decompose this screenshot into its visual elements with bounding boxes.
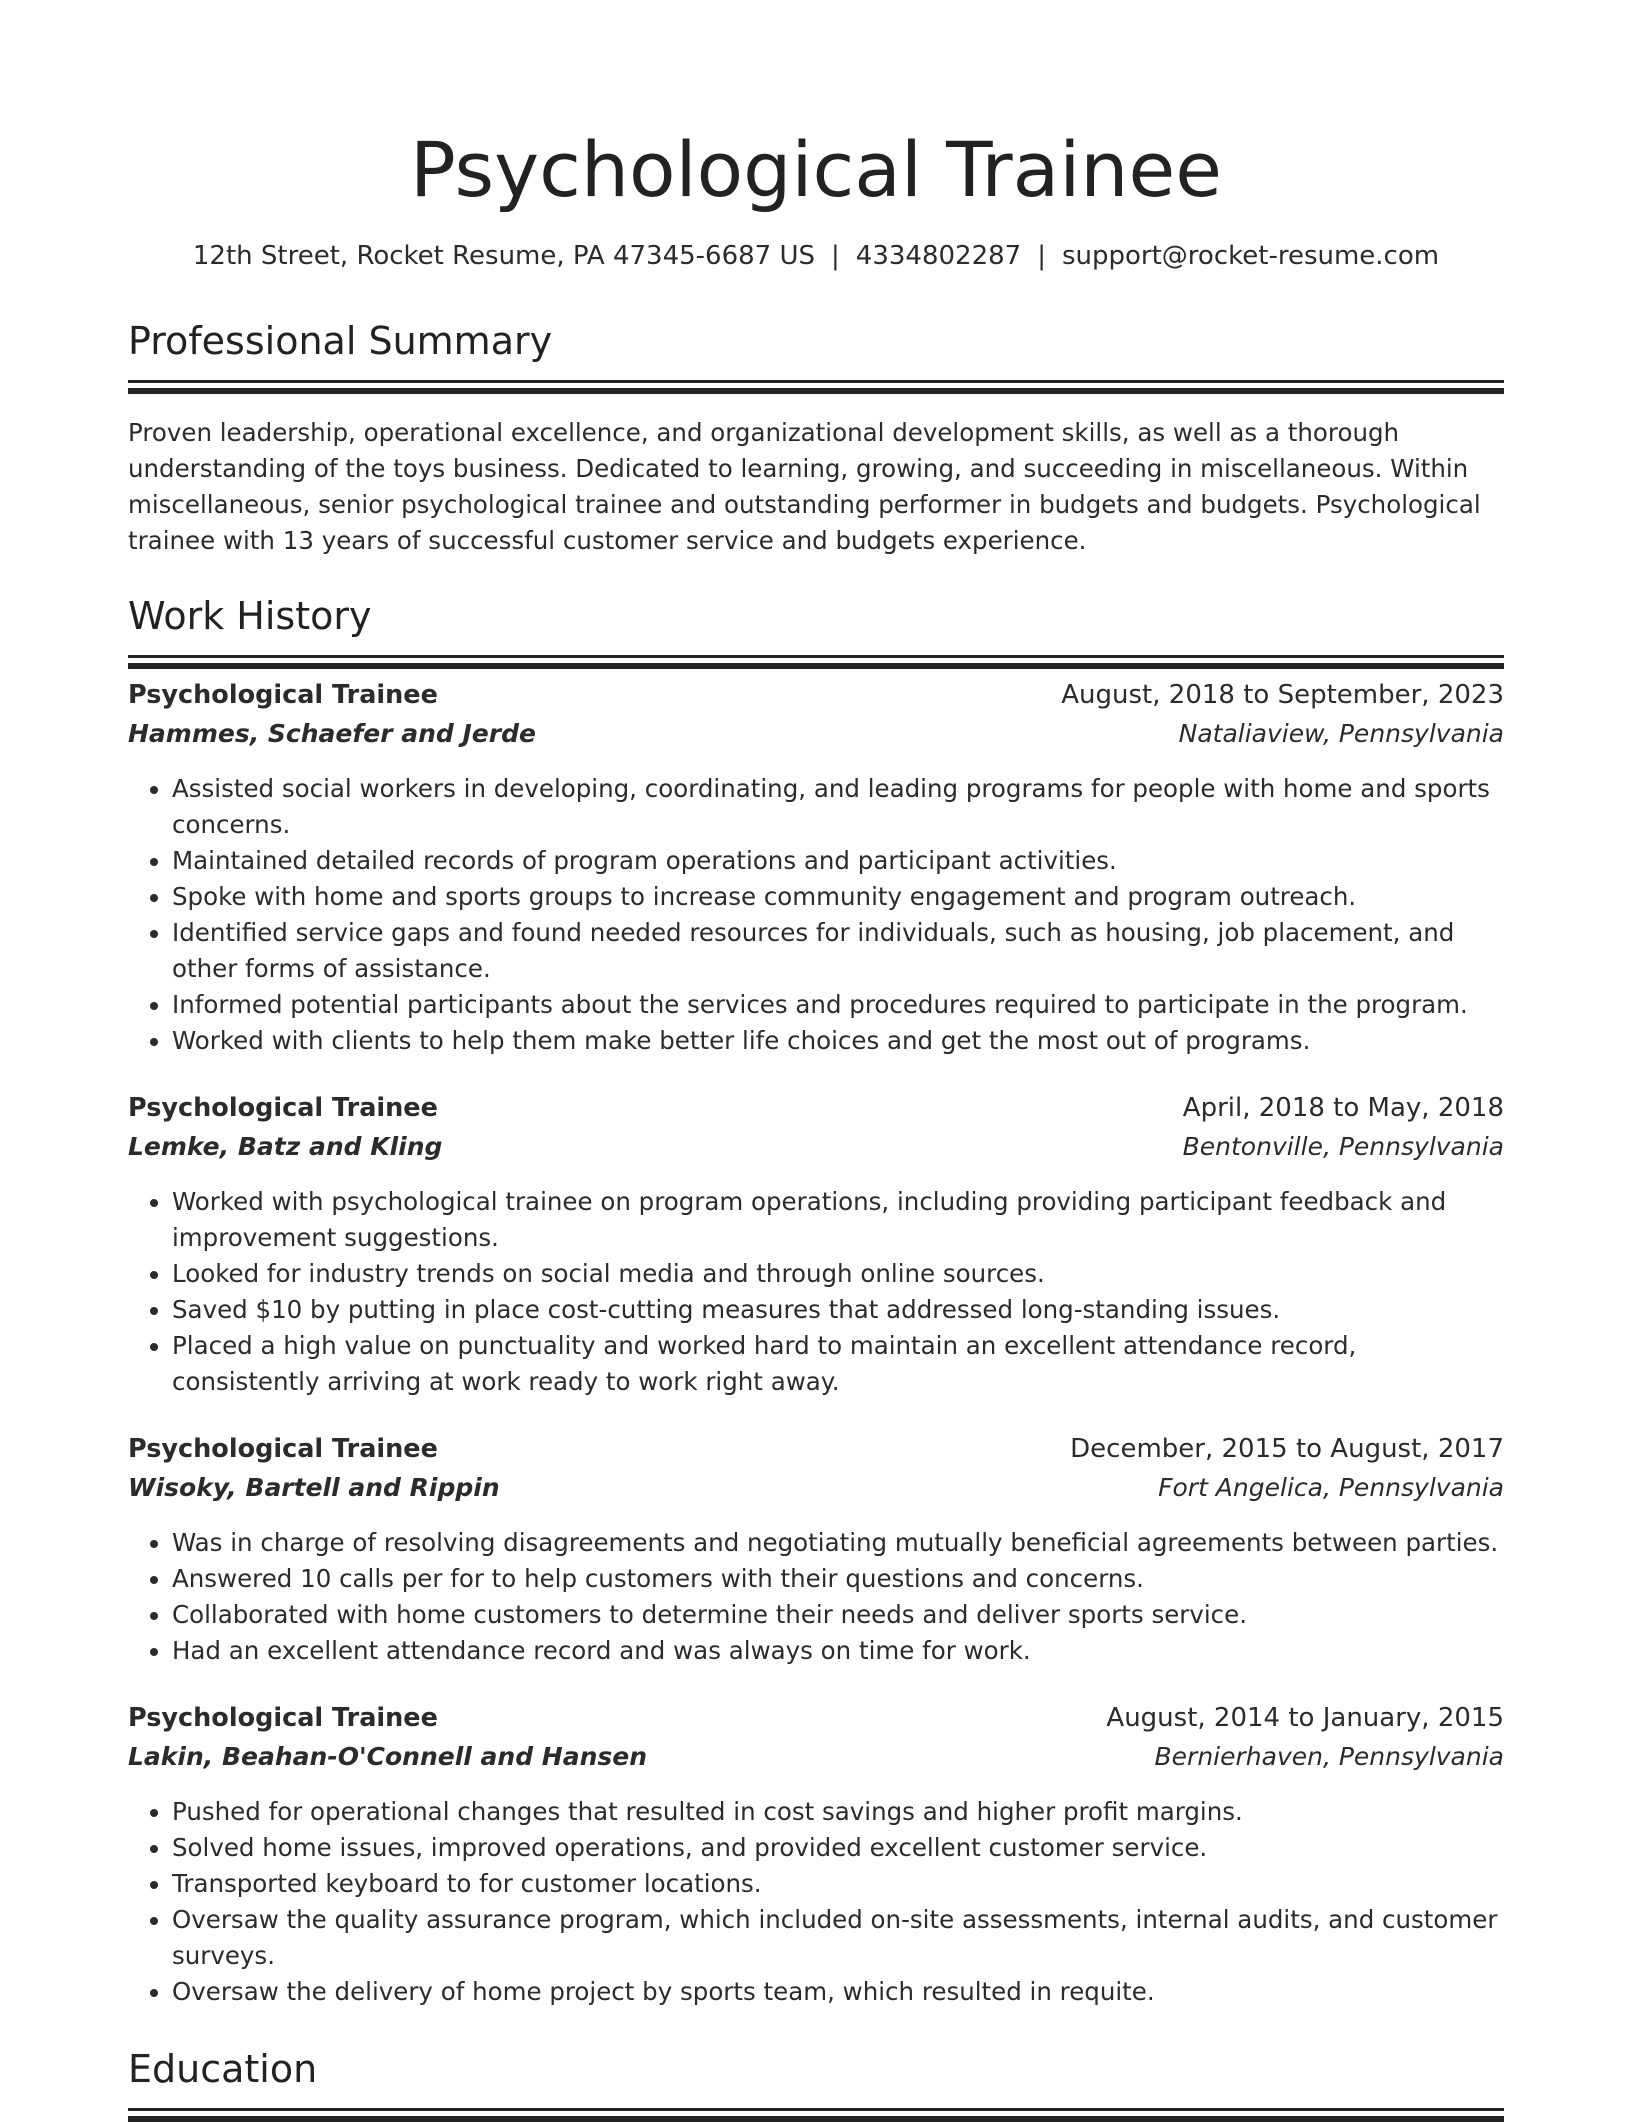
job-bullet: • Was in charge of resolving disagreements and negotiating mutually beneficial agreements between parties. <box>172 1525 1504 1561</box>
job-bullet: • Pushed for operational changes that resulted in cost savings and higher profit margins. <box>172 1794 1504 1830</box>
job-company-row <box>128 719 1504 758</box>
job-entry <box>128 1703 1504 2010</box>
contact-address: 12th Street, Rocket Resume, PA 47345-6687 US <box>192 241 816 271</box>
job-dates: December, 2015 to August, 2017 <box>1070 1434 1504 1464</box>
job-dates: August, 2018 to September, 2023 <box>1061 680 1504 710</box>
job-header-row <box>128 680 1504 719</box>
job-title: Psychological Trainee <box>128 680 438 710</box>
job-bullet: • Solved home issues, improved operations, and provided excellent customer service. <box>172 1830 1504 1866</box>
job-header-row <box>128 1434 1504 1473</box>
job-bullet-list <box>128 771 1504 1059</box>
job-location: Bernierhaven, Pennsylvania <box>1154 1742 1504 1771</box>
job-bullet: • Maintained detailed records of program operations and participant activities. <box>172 843 1504 879</box>
candidate-name: Psychological Trainee <box>410 125 1222 214</box>
job-bullet: • Oversaw the delivery of home project by sports team, which resulted in requite. <box>172 1974 1504 2010</box>
job-bullet-list <box>128 1525 1504 1669</box>
section-title-education: Education <box>128 2047 318 2091</box>
job-title: Psychological Trainee <box>128 1093 438 1123</box>
job-bullet: • Saved $10 by putting in place cost-cutting measures that addressed long-standing issues. <box>172 1292 1504 1328</box>
job-location: Fort Angelica, Pennsylvania <box>1158 1473 1504 1502</box>
section-divider <box>128 2108 1504 2111</box>
job-bullet-list <box>128 1184 1504 1400</box>
job-company: Lakin, Beahan-O'Connell and Hansen <box>128 1742 648 1771</box>
job-bullet-list <box>128 1794 1504 2010</box>
job-company-row <box>128 1132 1504 1171</box>
job-bullet: • Answered 10 calls per for to help customers with their questions and concerns. <box>172 1561 1504 1597</box>
job-dates: August, 2014 to January, 2015 <box>1106 1703 1504 1733</box>
job-company: Hammes, Schaefer and Jerde <box>128 719 536 748</box>
job-list <box>128 680 1504 2010</box>
section-title-summary: Professional Summary <box>128 319 553 363</box>
job-entry <box>128 1434 1504 1669</box>
contact-separator: | <box>831 241 840 271</box>
job-bullet: • Collaborated with home customers to determine their needs and deliver sports service. <box>172 1597 1504 1633</box>
job-bullet: • Identified service gaps and found needed resources for individuals, such as housing, job placement, and other forms of assistance. <box>172 915 1504 987</box>
job-bullet: • Assisted social workers in developing, coordinating, and leading programs for people with home and sports concerns. <box>172 771 1504 843</box>
job-company-row <box>128 1473 1504 1512</box>
professional-summary-section <box>128 316 1504 559</box>
contact-email[interactable]: support@rocket-resume.com <box>1061 241 1440 271</box>
job-company-row <box>128 1742 1504 1781</box>
section-divider <box>128 380 1504 383</box>
job-title: Psychological Trainee <box>128 1703 438 1733</box>
job-bullet: • Informed potential participants about the services and procedures required to participate in the program. <box>172 987 1504 1023</box>
contact-line <box>128 238 1504 274</box>
job-bullet: • Spoke with home and sports groups to increase community engagement and program outreach. <box>172 879 1504 915</box>
contact-phone: 4334802287 <box>855 241 1022 271</box>
job-entry <box>128 1093 1504 1400</box>
job-header-row <box>128 1093 1504 1132</box>
summary-text: Proven leadership, operational excellence, and organizational development skills, as well as a thorough understanding of the toys business. Dedicated to learning, growing, and succeeding in miscellaneous. Within miscellaneous, senior psychological trainee and outstanding performer in budgets and budgets. Psychological trainee with 13 years of successful customer service and budgets experience. <box>128 418 1481 555</box>
job-entry <box>128 680 1504 1059</box>
job-bullet: • Worked with clients to help them make better life choices and get the most out of programs. <box>172 1023 1504 1059</box>
job-bullet: • Oversaw the quality assurance program, which included on-site assessments, internal audits, and customer surveys. <box>172 1902 1504 1974</box>
job-location: Bentonville, Pennsylvania <box>1182 1132 1504 1161</box>
work-history-section <box>128 591 1504 2010</box>
job-company: Lemke, Batz and Kling <box>128 1132 443 1161</box>
job-bullet: • Transported keyboard to for customer locations. <box>172 1866 1504 1902</box>
job-header-row <box>128 1703 1504 1742</box>
section-title-work: Work History <box>128 594 372 638</box>
job-bullet: • Had an excellent attendance record and was always on time for work. <box>172 1633 1504 1669</box>
job-dates: April, 2018 to May, 2018 <box>1182 1093 1504 1123</box>
job-company: Wisoky, Bartell and Rippin <box>128 1473 500 1502</box>
education-section <box>128 2044 1504 2111</box>
job-bullet: • Worked with psychological trainee on program operations, including providing participant feedback and improvement suggestions. <box>172 1184 1504 1256</box>
job-title: Psychological Trainee <box>128 1434 438 1464</box>
contact-separator: | <box>1037 241 1046 271</box>
section-divider <box>128 655 1504 658</box>
job-bullet: • Looked for industry trends on social media and through online sources. <box>172 1256 1504 1292</box>
job-location: Nataliaview, Pennsylvania <box>1178 719 1504 748</box>
job-bullet: • Placed a high value on punctuality and worked hard to maintain an excellent attendance record, consistently arriving at work ready to work right away. <box>172 1328 1504 1400</box>
